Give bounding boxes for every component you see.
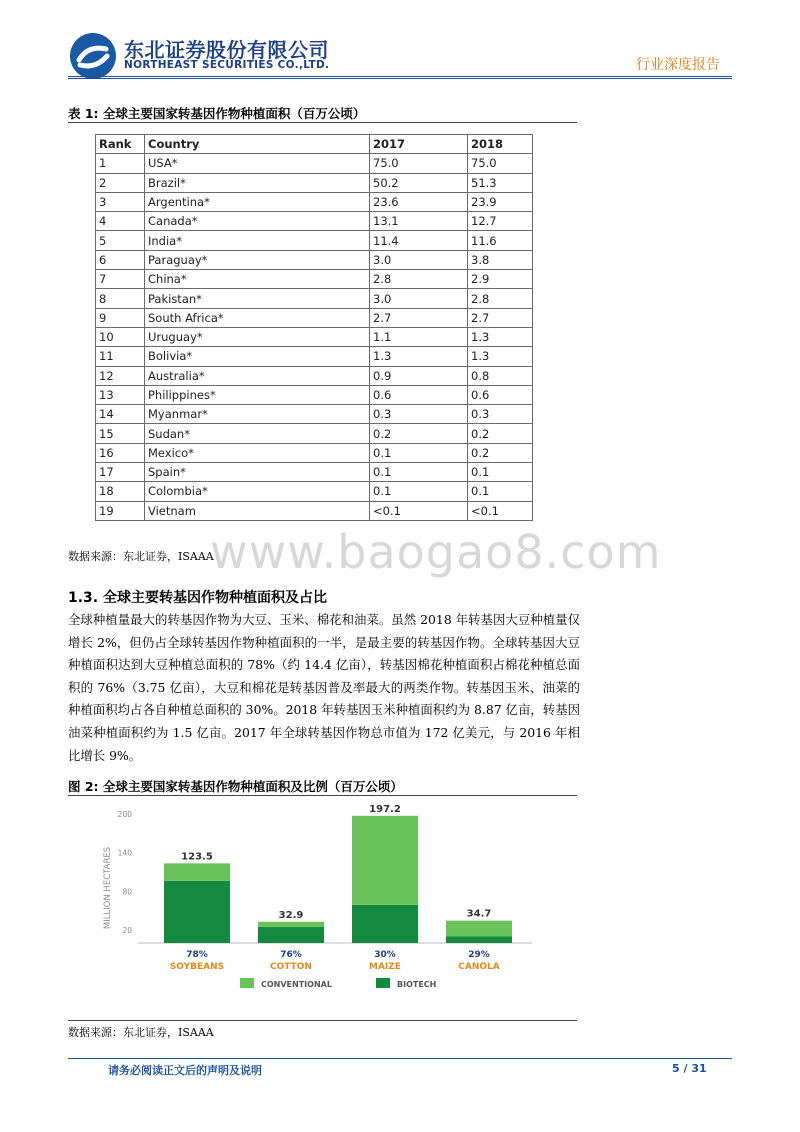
biotech-bar — [164, 881, 230, 943]
table-caption: 表 1: 全球主要国家转基因作物种植面积（百万公顷） — [68, 106, 366, 121]
figure-caption-underline — [68, 795, 577, 796]
table-row — [96, 289, 533, 308]
cell-2018: 1.3 — [468, 347, 533, 366]
table-row — [96, 154, 533, 173]
table-row — [96, 347, 533, 366]
cell-2017: 3.0 — [370, 289, 468, 308]
table-row — [96, 231, 533, 250]
cell-rank: 1 — [96, 154, 145, 173]
conventional-bar — [446, 921, 512, 937]
cell-rank: 9 — [96, 308, 145, 327]
caption-underline — [68, 122, 577, 123]
category-label: COTTON — [270, 962, 312, 972]
table-row — [96, 501, 533, 520]
conventional-bar — [352, 816, 418, 905]
cell-country: Spain* — [145, 463, 370, 482]
cell-country: Australia* — [145, 366, 370, 385]
legend-label-conventional: CONVENTIONAL — [261, 980, 332, 989]
table-row — [96, 385, 533, 404]
cell-country: Canada* — [145, 212, 370, 231]
cell-country: Vietnam — [145, 501, 370, 520]
legend-swatch-biotech — [376, 978, 390, 988]
cell-2018: 11.6 — [468, 231, 533, 250]
table-row — [96, 405, 533, 424]
cell-2018: 2.7 — [468, 308, 533, 327]
y-tick-label: 80 — [122, 887, 132, 897]
table-row — [96, 463, 533, 482]
table-row — [96, 424, 533, 443]
cell-2017: 1.3 — [370, 347, 468, 366]
bar-total-label: 123.5 — [181, 851, 213, 863]
biotech-percent-label: 78% — [186, 950, 208, 960]
cell-2018: 1.3 — [468, 327, 533, 346]
biotech-bar — [446, 936, 512, 943]
section-title: 1.3. 全球主要转基因作物种植面积及占比 — [68, 590, 327, 606]
cell-country: China* — [145, 270, 370, 289]
cell-country: Uruguay* — [145, 327, 370, 346]
footer-divider — [68, 1058, 732, 1059]
cell-2017: 50.2 — [370, 173, 468, 192]
cell-2017: 0.1 — [370, 443, 468, 462]
cell-rank: 14 — [96, 405, 145, 424]
cell-2017: 0.1 — [370, 482, 468, 501]
table-source: 数据来源：东北证券，ISAAA — [68, 550, 214, 563]
figure-bottom-rule — [68, 1020, 577, 1021]
cell-rank: 12 — [96, 366, 145, 385]
cell-2017: 1.1 — [370, 327, 468, 346]
cell-2017: 0.1 — [370, 463, 468, 482]
legend-swatch-conventional — [240, 978, 254, 988]
company-name-cn: 东北证券股份有限公司 — [124, 38, 329, 62]
cell-country: Bolivia* — [145, 347, 370, 366]
table-row — [96, 443, 533, 462]
cell-2018: 23.9 — [468, 192, 533, 211]
cell-2018: 75.0 — [468, 154, 533, 173]
category-label: MAIZE — [369, 962, 401, 972]
cell-country: Paraguay* — [145, 250, 370, 269]
page-number: 5 / 31 — [672, 1062, 707, 1075]
conventional-bar — [258, 922, 324, 927]
cell-country: USA* — [145, 154, 370, 173]
cell-country: Philippines* — [145, 385, 370, 404]
table-row — [96, 482, 533, 501]
cell-2017: 2.7 — [370, 308, 468, 327]
company-logo-icon — [70, 33, 116, 79]
header-2017: 2017 — [370, 135, 468, 154]
cell-rank: 13 — [96, 385, 145, 404]
y-axis-label: MILLION HECTARES — [103, 846, 113, 930]
cell-2017: 75.0 — [370, 154, 468, 173]
table-row — [96, 173, 533, 192]
cell-country: Argentina* — [145, 192, 370, 211]
cell-2018: 0.8 — [468, 366, 533, 385]
cell-2018: 0.2 — [468, 443, 533, 462]
cell-rank: 15 — [96, 424, 145, 443]
figure-caption: 图 2: 全球主要国家转基因作物种植面积及比例（百万公顷） — [68, 779, 403, 794]
category-label: SOYBEANS — [169, 962, 225, 972]
cell-country: India* — [145, 231, 370, 250]
biotech-percent-label: 29% — [468, 950, 490, 960]
table-header-row — [96, 135, 533, 154]
cell-2017: 0.2 — [370, 424, 468, 443]
y-tick-label: 20 — [122, 926, 132, 936]
cell-2017: 23.6 — [370, 192, 468, 211]
biotech-bar — [258, 927, 324, 943]
gm-crop-area-table — [95, 134, 533, 521]
cell-2018: 0.1 — [468, 463, 533, 482]
biotech-percent-label: 30% — [374, 950, 396, 960]
section-body: 全球种植量最大的转基因作物为大豆、玉米、棉花和油菜。虽然 2018 年转基因大豆种植量仅增长 2%，但仍占全球转基因作物种植面积的一半，是最主要的转基因作物。全球转基因大豆种植面积达到大豆种植总面积的 78%（约 14.4 亿亩），转基因棉花种植面积占棉花种植总面积的 76%（3.75 亿亩），大豆和棉花是转基因普及率最大的两类作物。转基因玉米、油菜的种植面积均占各自种植总面积的 30%。2018 年转基因玉米种植面积约为 8.87 亿亩，转基因油菜种植面积约为 1.5 亿亩。2017 年全球转基因作物总市值为 172 亿美元，与 2016 年相比增长 9%。 — [68, 612, 580, 763]
cell-2017: 0.6 — [370, 385, 468, 404]
y-tick-label: 200 — [117, 810, 132, 819]
company-name-en: NORTHEAST SECURITIES CO.,LTD. — [124, 59, 330, 71]
cell-rank: 16 — [96, 443, 145, 462]
cell-2018: 0.2 — [468, 424, 533, 443]
table-row — [96, 270, 533, 289]
cell-country: Myanmar* — [145, 405, 370, 424]
header-rank: Rank — [96, 135, 145, 154]
cell-country: South Africa* — [145, 308, 370, 327]
cell-rank: 17 — [96, 463, 145, 482]
cell-country: Sudan* — [145, 424, 370, 443]
cell-2017: 11.4 — [370, 231, 468, 250]
header-divider — [68, 76, 732, 77]
table-row — [96, 366, 533, 385]
gm-crop-chart — [68, 798, 580, 1018]
cell-2017: 13.1 — [370, 212, 468, 231]
cell-rank: 19 — [96, 501, 145, 520]
cell-2017: 3.0 — [370, 250, 468, 269]
cell-rank: 10 — [96, 327, 145, 346]
bar-total-label: 32.9 — [278, 909, 304, 921]
table-row — [96, 308, 533, 327]
table-row — [96, 327, 533, 346]
header-divider-2 — [68, 78, 732, 79]
cell-2018: 2.9 — [468, 270, 533, 289]
cell-rank: 2 — [96, 173, 145, 192]
category-label: CANOLA — [458, 962, 500, 972]
watermark: www.baogao8.com — [210, 525, 662, 579]
cell-rank: 6 — [96, 250, 145, 269]
cell-rank: 11 — [96, 347, 145, 366]
cell-2018: 0.1 — [468, 482, 533, 501]
disclaimer-note: 请务必阅读正文后的声明及说明 — [108, 1064, 262, 1077]
cell-2017: <0.1 — [370, 501, 468, 520]
cell-2018: 2.8 — [468, 289, 533, 308]
cell-rank: 5 — [96, 231, 145, 250]
cell-rank: 3 — [96, 192, 145, 211]
cell-2017: 2.8 — [370, 270, 468, 289]
cell-rank: 4 — [96, 212, 145, 231]
bar-total-label: 197.2 — [369, 803, 401, 815]
cell-2017: 0.3 — [370, 405, 468, 424]
cell-2018: <0.1 — [468, 501, 533, 520]
table-row — [96, 212, 533, 231]
cell-2018: 0.3 — [468, 405, 533, 424]
cell-2018: 0.6 — [468, 385, 533, 404]
cell-country: Pakistan* — [145, 289, 370, 308]
cell-2017: 0.9 — [370, 366, 468, 385]
cell-2018: 51.3 — [468, 173, 533, 192]
bar-total-label: 34.7 — [466, 908, 492, 920]
cell-country: Colombia* — [145, 482, 370, 501]
report-type-label: 行业深度报告 — [636, 57, 720, 73]
cell-2018: 3.8 — [468, 250, 533, 269]
table-row — [96, 250, 533, 269]
biotech-bar — [352, 905, 418, 943]
header-2018: 2018 — [468, 135, 533, 154]
cell-rank: 8 — [96, 289, 145, 308]
cell-2018: 12.7 — [468, 212, 533, 231]
figure-source: 数据来源：东北证券，ISAAA — [68, 1026, 214, 1039]
y-tick-label: 140 — [117, 848, 132, 858]
cell-country: Mexico* — [145, 443, 370, 462]
cell-country: Brazil* — [145, 173, 370, 192]
cell-rank: 7 — [96, 270, 145, 289]
legend-label-biotech: BIOTECH — [397, 980, 437, 989]
cell-rank: 18 — [96, 482, 145, 501]
biotech-percent-label: 76% — [280, 950, 302, 960]
header-country: Country — [145, 135, 370, 154]
table-row — [96, 192, 533, 211]
conventional-bar — [164, 863, 230, 881]
